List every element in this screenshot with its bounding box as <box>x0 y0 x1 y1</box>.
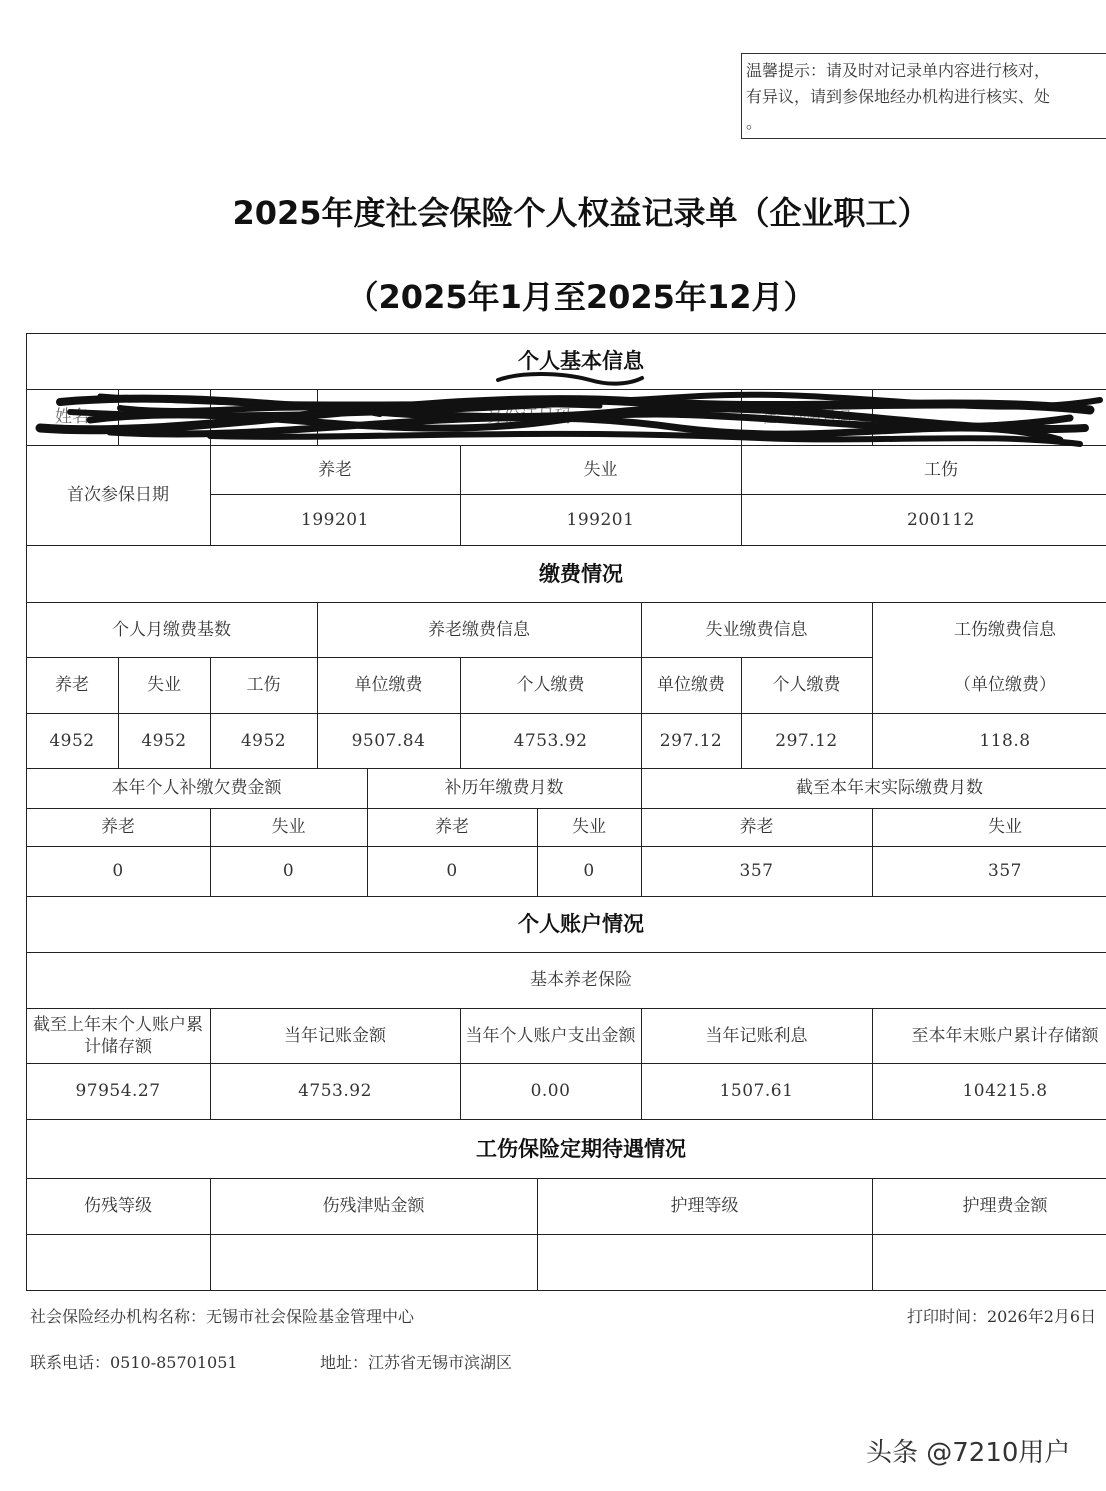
account-interest-value: 1507.61 <box>719 1081 794 1101</box>
actual-label: 截至本年末实际缴费月数 <box>796 778 983 798</box>
account-subsection: 基本养老保险 <box>530 970 632 990</box>
base-pension-header: 养老 <box>55 675 89 695</box>
account-credited-header: 当年记账金额 <box>284 1025 386 1046</box>
base-injury-value: 4952 <box>240 730 287 751</box>
first-date-pension-header: 养老 <box>318 459 352 480</box>
supp-pension-value: 0 <box>112 861 124 881</box>
page-title: 2025年度社会保险个人权益记录单（企业职工） <box>232 194 930 232</box>
account-balance-value: 104215.8 <box>962 1081 1048 1101</box>
section-payment: 缴费情况 <box>539 561 623 586</box>
section-account: 个人账户情况 <box>518 912 644 936</box>
supp-label: 本年个人补缴欠费金额 <box>111 778 282 798</box>
base-injury-header: 工伤 <box>246 675 281 695</box>
unemp-unit-header: 单位缴费 <box>657 675 725 695</box>
account-expenditure-header: 当年个人账户支出金额 <box>465 1025 636 1046</box>
nursing-grade-header: 护理等级 <box>670 1196 739 1216</box>
notice-line-2: 有异议，请到参保地经办机构进行核实、处 <box>746 87 1051 106</box>
pension-personal-value: 4753.92 <box>513 730 588 751</box>
pension-payment-label: 养老缴费信息 <box>428 619 530 640</box>
account-prev-balance-header: 截至上年末个人账户累计储存额 <box>33 1014 203 1057</box>
base-unemp-value: 4952 <box>141 730 187 751</box>
actual-pension-value: 357 <box>739 861 774 881</box>
supp-pension-header: 养老 <box>101 817 135 837</box>
section-injury-benefits: 工伤保险定期待遇情况 <box>476 1136 686 1161</box>
pension-unit-value: 9507.84 <box>351 730 426 751</box>
contact-phone: 联系电话：0510-85701051 <box>30 1353 238 1372</box>
pension-unit-header: 单位缴费 <box>354 675 423 695</box>
pension-personal-header: 个人缴费 <box>516 675 585 695</box>
first-date-injury-header: 工伤 <box>924 459 958 480</box>
unemp-unit-value: 297.12 <box>659 730 723 751</box>
injury-payment-label: 工伤缴费信息 <box>954 619 1056 640</box>
first-date-pension: 199201 <box>301 509 369 530</box>
supp-unemp-value: 0 <box>282 861 295 881</box>
base-label: 个人月缴费基数 <box>112 619 231 640</box>
unemp-personal-header: 个人缴费 <box>772 675 841 695</box>
nursing-fee-header: 护理费金额 <box>962 1196 1048 1216</box>
section-basic-info: 个人基本信息 <box>518 349 644 373</box>
id-label: 身份证号码 <box>486 407 572 427</box>
first-date-unemp-header: 失业 <box>583 459 618 480</box>
first-date-injury: 200112 <box>907 509 975 530</box>
watermark: 头条 @7210用户 <box>866 1438 1071 1468</box>
hist-unemp-header: 失业 <box>572 817 606 837</box>
injury-unit-header: （单位缴费） <box>954 675 1056 695</box>
agency-name: 社会保险经办机构名称：无锡市社会保险基金管理中心 <box>30 1307 415 1326</box>
account-interest-header: 当年记账利息 <box>705 1025 808 1046</box>
hist-pension-value: 0 <box>446 861 458 881</box>
print-time: 打印时间：2026年2月6日 <box>907 1307 1097 1326</box>
account-expenditure-value: 0.00 <box>530 1081 571 1101</box>
address: 地址：江苏省无锡市滨湖区 <box>320 1353 513 1372</box>
injury-unit-value: 118.8 <box>979 730 1031 751</box>
first-date-label: 首次参保日期 <box>67 485 169 505</box>
unemp-payment-label: 失业缴费信息 <box>705 619 808 640</box>
page-period: （2025年1月至2025年12月） <box>346 278 816 316</box>
actual-unemp-value: 357 <box>988 861 1022 881</box>
hist-label: 补历年缴费月数 <box>444 778 564 798</box>
supp-unemp-header: 失业 <box>271 817 306 837</box>
base-pension-value: 4952 <box>49 730 95 751</box>
name-label: 姓名 <box>55 407 89 427</box>
notice-line-3: 。 <box>746 113 763 132</box>
actual-pension-header: 养老 <box>739 817 774 837</box>
hist-pension-header: 养老 <box>435 817 469 837</box>
first-date-unemp: 199201 <box>566 509 635 530</box>
account-balance-header: 至本年末账户累计存储额 <box>911 1025 1099 1046</box>
disability-allowance-header: 伤残津贴金额 <box>322 1196 425 1216</box>
base-unemp-header: 失业 <box>147 675 181 695</box>
unemp-personal-value: 297.12 <box>775 730 838 751</box>
account-credited-value: 4753.92 <box>298 1081 372 1101</box>
ssn-label: 社会保障号码 <box>761 408 852 426</box>
notice-line-1: 温馨提示：请及时对记录单内容进行核对， <box>746 61 1051 80</box>
hist-unemp-value: 0 <box>583 861 595 881</box>
account-prev-balance-value: 97954.27 <box>75 1081 161 1101</box>
disability-grade-header: 伤残等级 <box>84 1196 152 1216</box>
actual-unemp-header: 失业 <box>988 817 1022 837</box>
